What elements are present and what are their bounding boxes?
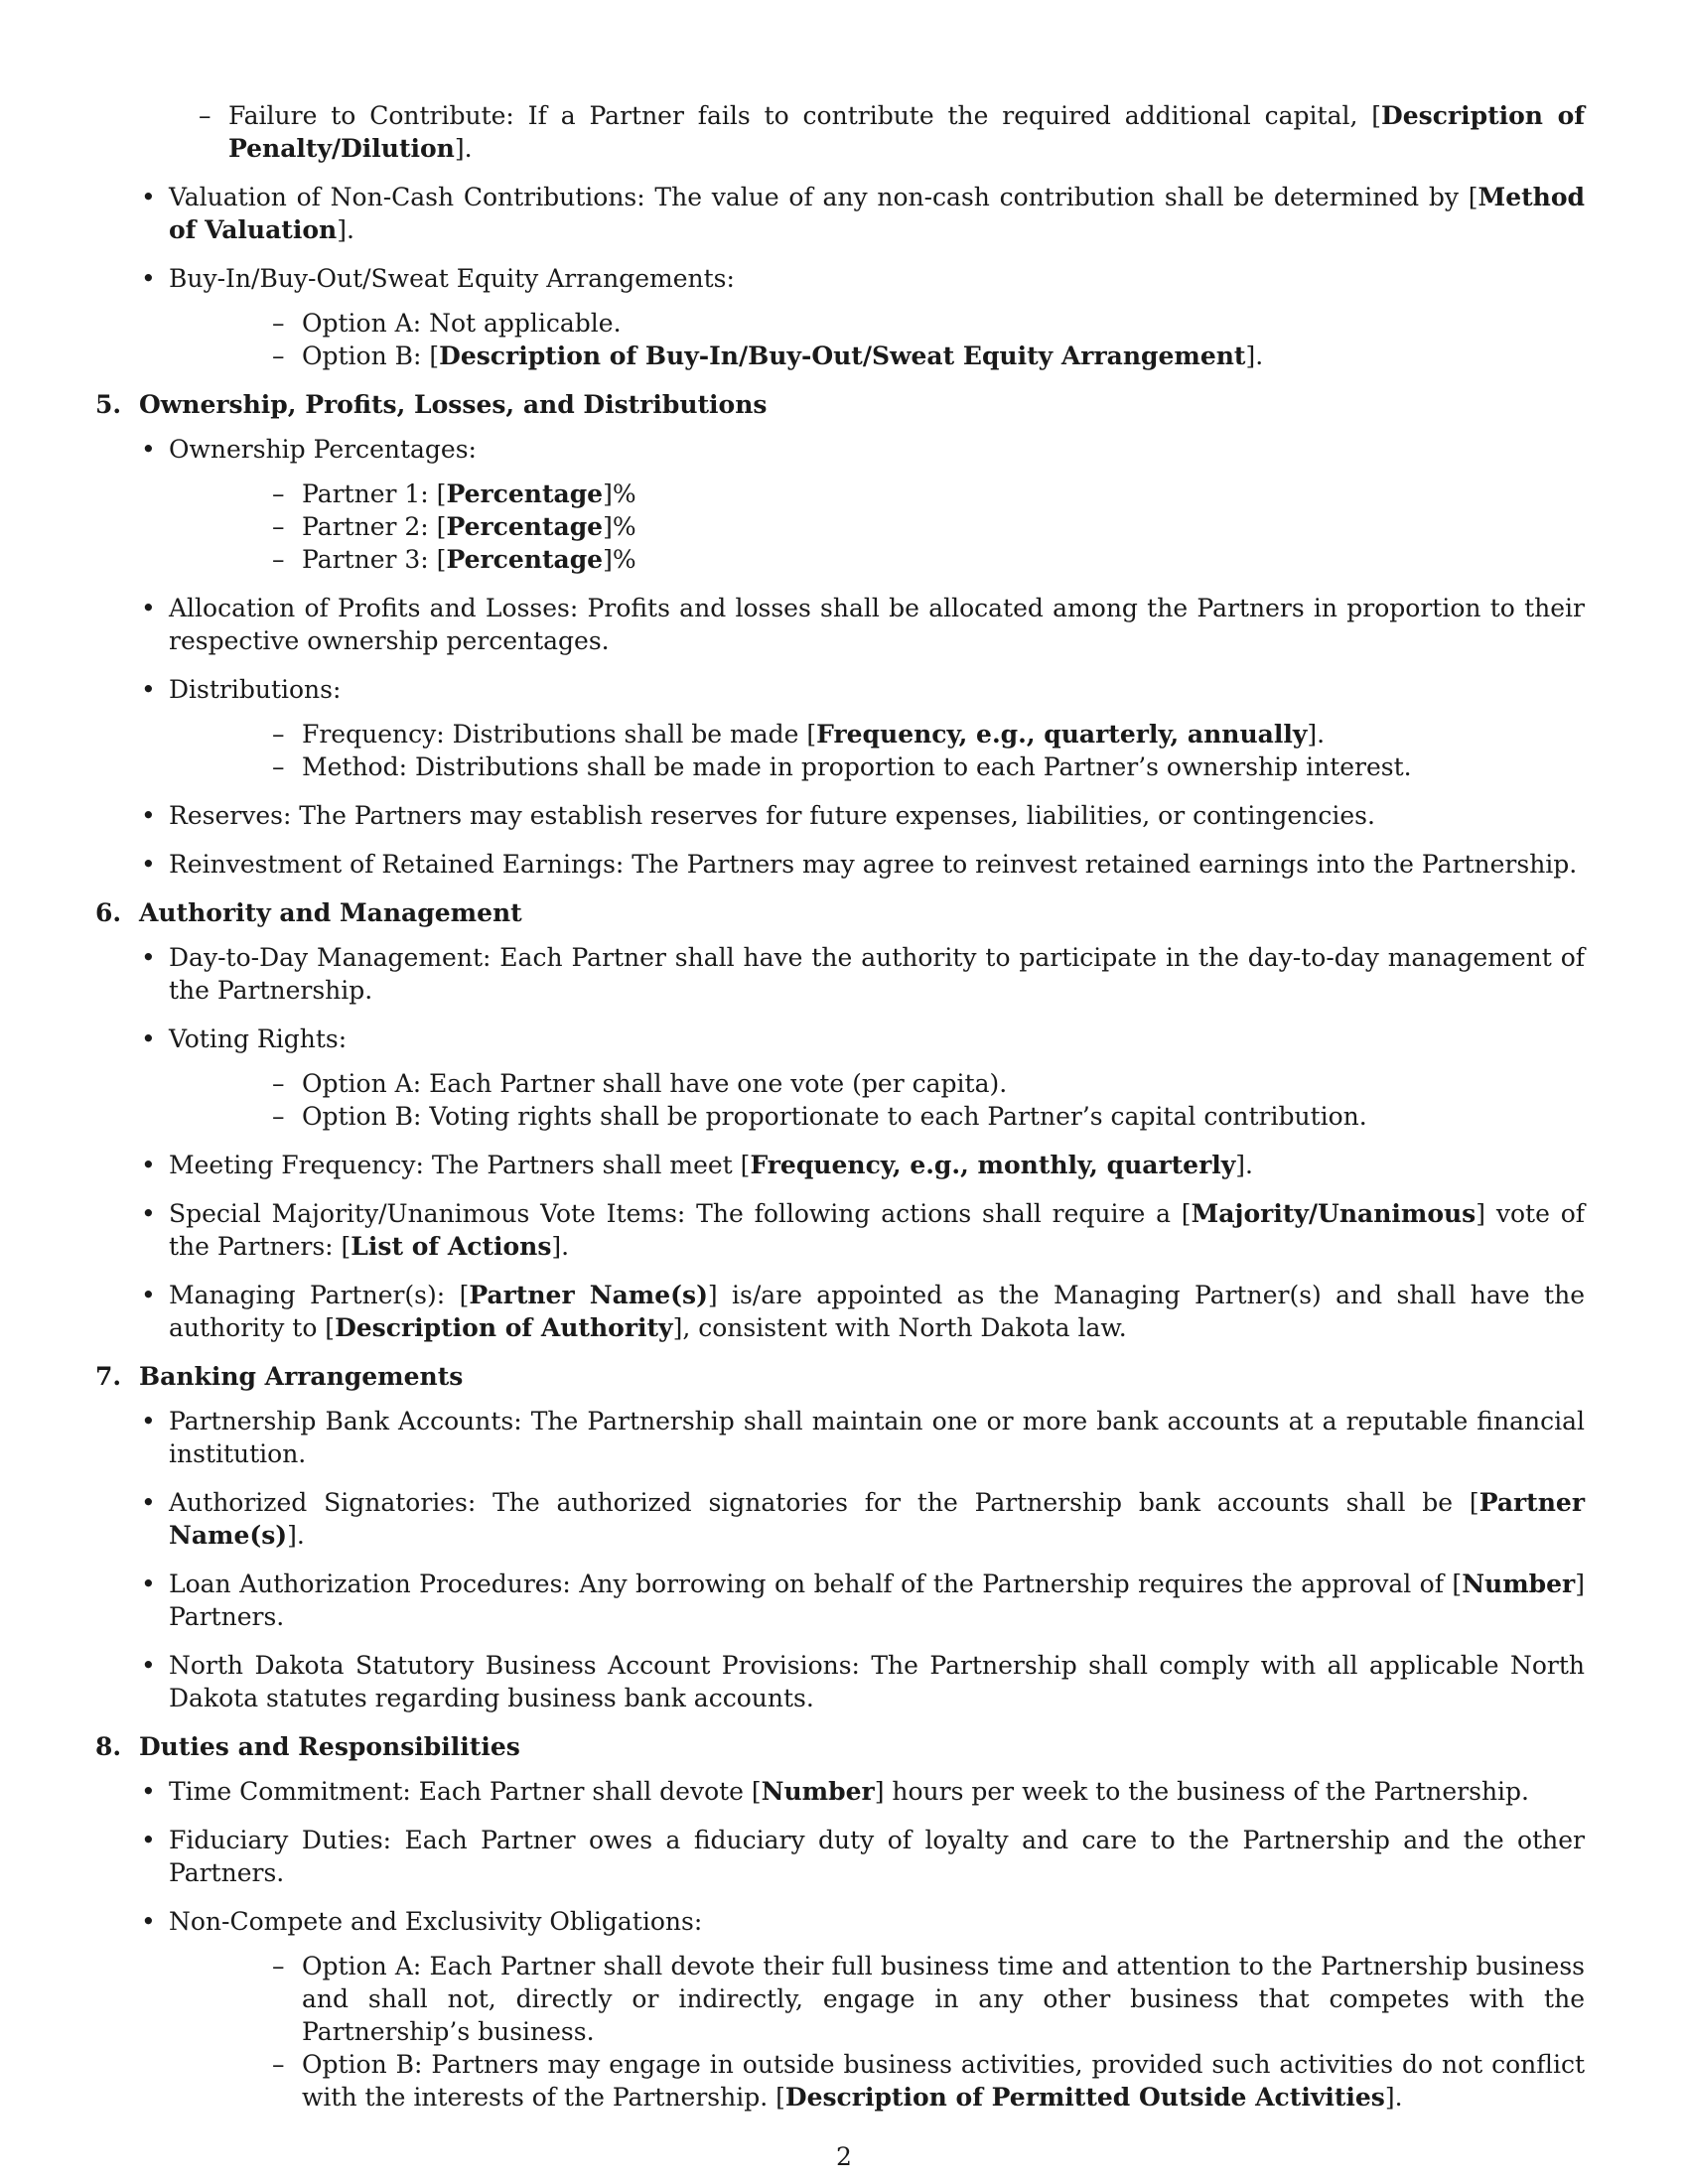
bullet-marker: • [141, 264, 156, 293]
section-title: Authority and Management [139, 898, 522, 927]
partner-percentages [169, 478, 1585, 576]
buyin-options [169, 307, 1585, 372]
section-heading-7: 7. Banking Arrangements [95, 1362, 464, 1391]
section-heading-6: 6. Authority and Management [95, 898, 522, 927]
page-number: 2 [836, 2142, 852, 2171]
distributions-item: • Distributions: – Frequency: Distributions shall be made [Frequency, e.g., quarterly, annually]. – Method: Distributions shall be made in proportion to each Partner’s ownership interest. [95, 673, 1585, 783]
section-heading-8: 8. Duties and Responsibilities [95, 1732, 520, 1761]
voting-option-b: – Option B: Voting rights shall be proportionate to each Partner’s capital contribution. [272, 1102, 1367, 1131]
managing-partner-item: • Managing Partner(s): [Partner Name(s)] is/are appointed as the Managing Partner(s) and shall have the authority to [Description of Authority], consistent with North Dakota law. [141, 1281, 1585, 1342]
failure-text: If a Partner fails to contribute the required additional capital, [ [513, 101, 1382, 130]
bullet-marker: • [141, 183, 156, 211]
fiduciary-item: • Fiduciary Duties: Each Partner owes a fiduciary duty of loyalty and care to the Partnership and the other Partners. [141, 1826, 1585, 1887]
partner-2-percentage: – Partner 2: [Percentage]% [272, 512, 636, 541]
bank-accounts-item: • Partnership Bank Accounts: The Partnership shall maintain one or more bank accounts at a reputable financial institution. [141, 1407, 1585, 1468]
buyin-option-a: – Option A: Not applicable. [272, 309, 622, 338]
valuation-placeholder: Method of Valuation [169, 183, 1585, 244]
failure-label: Failure to Contribute: [228, 101, 514, 130]
document-body [95, 99, 1585, 2129]
signatories-item: • Authorized Signatories: The authorized signatories for the Partnership bank accounts shall be [Partner Name(s)]. [141, 1488, 1585, 1550]
valuation-item: • Valuation of Non-Cash Contributions: The value of any non-cash contribution shall be determined by [Method of Valuation]. [141, 183, 1585, 244]
buyin-item: • Buy-In/Buy-Out/Sweat Equity Arrangements: – Option A: Not applicable. – Option B: [Description of Buy-In/Buy-Out/Sweat Equity Arrangement]. [95, 262, 1585, 372]
section-title: Duties and Responsibilities [139, 1732, 520, 1761]
time-commitment-item: • Time Commitment: Each Partner shall devote [Number] hours per week to the business of the Partnership. [141, 1777, 1529, 1806]
allocation-item: • Allocation of Profits and Losses: Profits and losses shall be allocated among the Partners in proportion to their respective ownership percentages. [141, 594, 1585, 655]
reserves-item: • Reserves: The Partners may establish reserves for future expenses, liabilities, or contingencies. [141, 801, 1375, 830]
non-compete-option-a: – Option A: Each Partner shall devote their full business time and attention to the Partnership business and shall not, directly or indirectly, engage in any other business that competes with the Partnership’s business. [272, 1952, 1585, 2046]
day-to-day-item: • Day-to-Day Management: Each Partner shall have the authority to participate in the day-to-day management of the Partnership. [141, 943, 1585, 1005]
failure-placeholder: Description of Penalty/Dilution [228, 101, 1586, 163]
buyin-option-b: – Option B: [Description of Buy-In/Buy-Out/Sweat Equity Arrangement]. [272, 341, 1264, 370]
section-title: Banking Arrangements [139, 1362, 464, 1391]
failure-to-contribute-item: – Failure to Contribute: If a Partner fails to contribute the required additional capital, [Description of Penalty/Dilution]. [199, 101, 1586, 163]
meeting-frequency-item: • Meeting Frequency: The Partners shall meet [Frequency, e.g., monthly, quarterly]. [141, 1151, 1253, 1179]
voting-option-a: – Option A: Each Partner shall have one vote (per capita). [272, 1069, 1008, 1098]
nd-statutory-item: • North Dakota Statutory Business Account Provisions: The Partnership shall comply with all applicable North Dakota statutes regarding business bank accounts. [141, 1651, 1585, 1712]
distribution-frequency: – Frequency: Distributions shall be made [Frequency, e.g., quarterly, annually]. [272, 720, 1326, 749]
non-compete-option-b: – Option B: Partners may engage in outside business activities, provided such activities do not conflict with the interests of the Partnership. [Description of Permitted Outside Activities]. [272, 2050, 1585, 2112]
dash-marker: – [199, 101, 211, 130]
partner-3-percentage: – Partner 3: [Percentage]% [272, 545, 636, 574]
distribution-method: – Method: Distributions shall be made in proportion to each Partner’s ownership interest. [272, 752, 1412, 781]
reinvestment-item: • Reinvestment of Retained Earnings: The Partners may agree to reinvest retained earnings into the Partnership. [141, 850, 1578, 879]
section-title: Ownership, Profits, Losses, and Distributions [139, 390, 768, 419]
voting-rights-item: • Voting Rights: – Option A: Each Partner shall have one vote (per capita). – Option B: Voting rights shall be proportionate to each Partner’s capital contribution. [95, 1023, 1585, 1133]
section-heading-5: 5. Ownership, Profits, Losses, and Distributions [95, 390, 768, 419]
ownership-item: • Ownership Percentages: – Partner 1: [Percentage]% – Partner 2: [Percentage]% – Partner 3: [Percentage]% [95, 433, 1585, 576]
non-compete-item: • Non-Compete and Exclusivity Obligations: – Option A: Each Partner shall devote their full business time and attention to the Partnership business and shall not, directly or indirectly, engage in any other business that competes with the Partnership’s business. – Option B: Partners may engage in outside business activities, provided such activities do not conflict with the interests of the Partnership. [Description of Permitted Outside Activities]. [141, 1907, 1585, 2112]
loan-authorization-item: • Loan Authorization Procedures: Any borrowing on behalf of the Partnership requires the approval of [Number] Partners. [141, 1570, 1585, 1631]
special-vote-item: • Special Majority/Unanimous Vote Items: The following actions shall require a [Majority/Unanimous] vote of the Partners: [List of Actions]. [141, 1199, 1585, 1261]
partner-1-percentage: – Partner 1: [Percentage]% [272, 479, 636, 508]
